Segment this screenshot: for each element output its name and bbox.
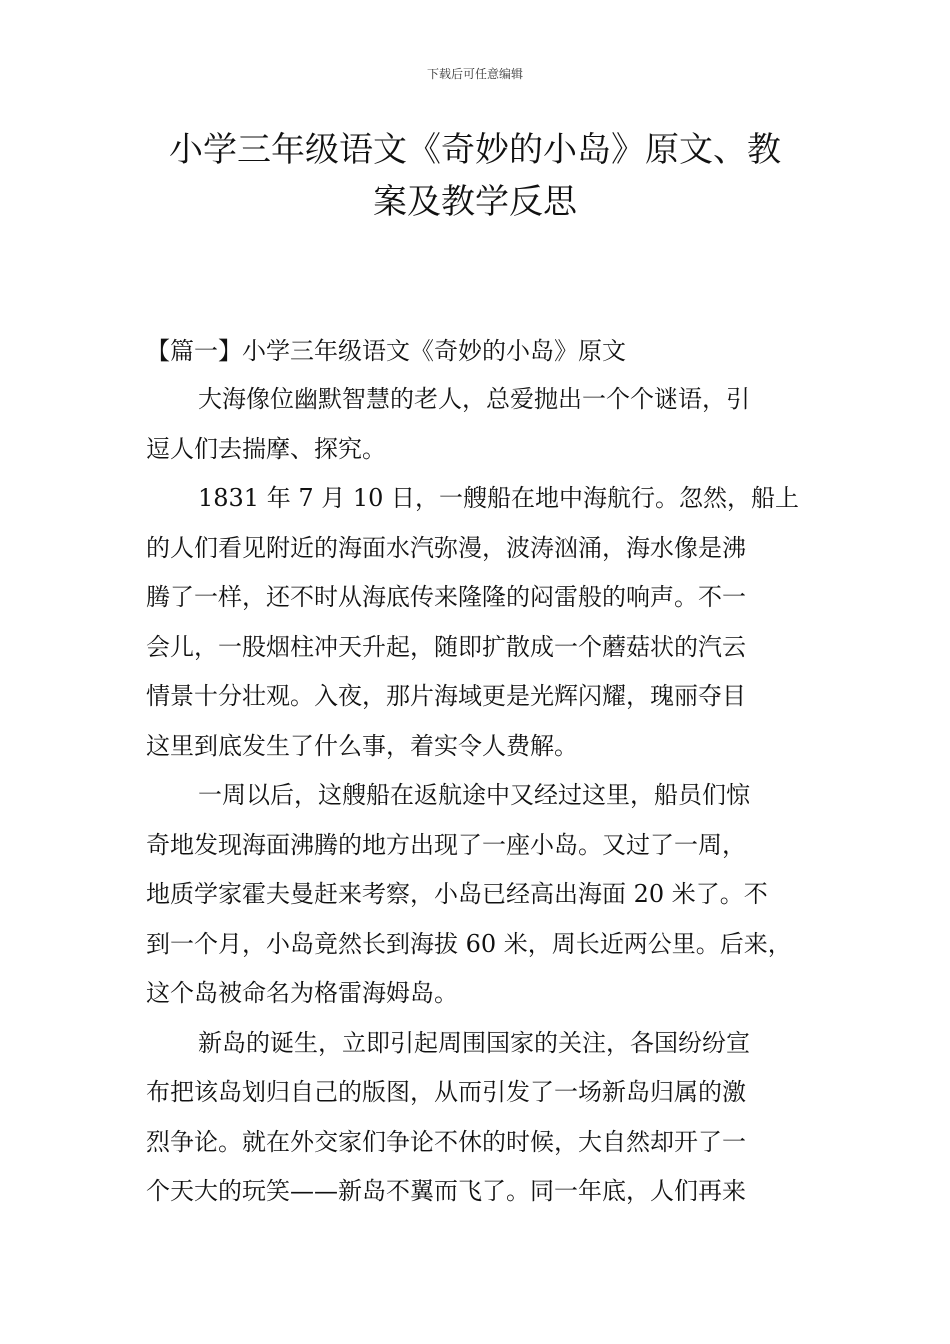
paragraph-line: 地质学家霍夫曼赶来考察，小岛已经高出海面 20 米了。不 bbox=[146, 880, 768, 908]
paragraph-line: 这里到底发生了什么事，着实令人费解。 bbox=[146, 731, 578, 760]
header-note: 下载后可任意编辑 bbox=[426, 67, 523, 81]
paragraph-line: 大海像位幽默智慧的老人，总爱抛出一个个谜语，引 bbox=[198, 385, 750, 413]
paragraph-line: 新岛的诞生，立即引起周围国家的关注，各国纷纷宣 bbox=[198, 1028, 750, 1057]
paragraph-line: 一周以后，这艘船在返航途中又经过这里，船员们惊 bbox=[198, 781, 750, 809]
paragraph-line: 奇地发现海面沸腾的地方出现了一座小岛。又过了一周， bbox=[146, 830, 746, 859]
paragraph-line: 的人们看见附近的海面水汽弥漫，波涛汹涌，海水像是沸 bbox=[146, 533, 746, 562]
paragraph-4 bbox=[146, 1019, 826, 1217]
paragraph-line: 烈争论。就在外交家们争论不休的时候，大自然却开了一 bbox=[146, 1127, 746, 1156]
paragraph-line: 1831 年 7 月 10 日，一艘船在地中海航行。忽然，船上 bbox=[198, 484, 800, 512]
document-body bbox=[146, 327, 826, 1217]
paragraph-2 bbox=[146, 474, 826, 771]
paragraph-line: 腾了一样，还不时从海底传来隆隆的闷雷般的响声。不一 bbox=[146, 583, 746, 611]
paragraph-1 bbox=[146, 375, 826, 474]
paragraph-line: 逗人们去揣摩、探究。 bbox=[146, 434, 386, 463]
document-title bbox=[130, 124, 820, 228]
paragraph-line: 会儿，一股烟柱冲天升起，随即扩散成一个蘑菇状的汽云 bbox=[146, 632, 746, 661]
paragraph-line: 个天大的玩笑——新岛不翼而飞了。同一年底，人们再来 bbox=[146, 1177, 746, 1205]
section-heading: 【篇一】小学三年级语文《奇妙的小岛》原文 bbox=[146, 337, 626, 365]
title-line-1: 小学三年级语文《奇妙的小岛》原文、教 bbox=[169, 130, 781, 170]
title-line-2: 案及教学反思 bbox=[373, 182, 577, 222]
paragraph-3 bbox=[146, 771, 826, 1019]
paragraph-line: 布把该岛划归自己的版图，从而引发了一场新岛归属的激 bbox=[146, 1078, 746, 1106]
paragraph-line: 这个岛被命名为格雷海姆岛。 bbox=[146, 979, 458, 1007]
paragraph-line: 情景十分壮观。入夜，那片海域更是光辉闪耀，瑰丽夺目 bbox=[146, 682, 746, 710]
paragraph-line: 到一个月，小岛竟然长到海拔 60 米，周长近两公里。后来， bbox=[146, 929, 792, 958]
